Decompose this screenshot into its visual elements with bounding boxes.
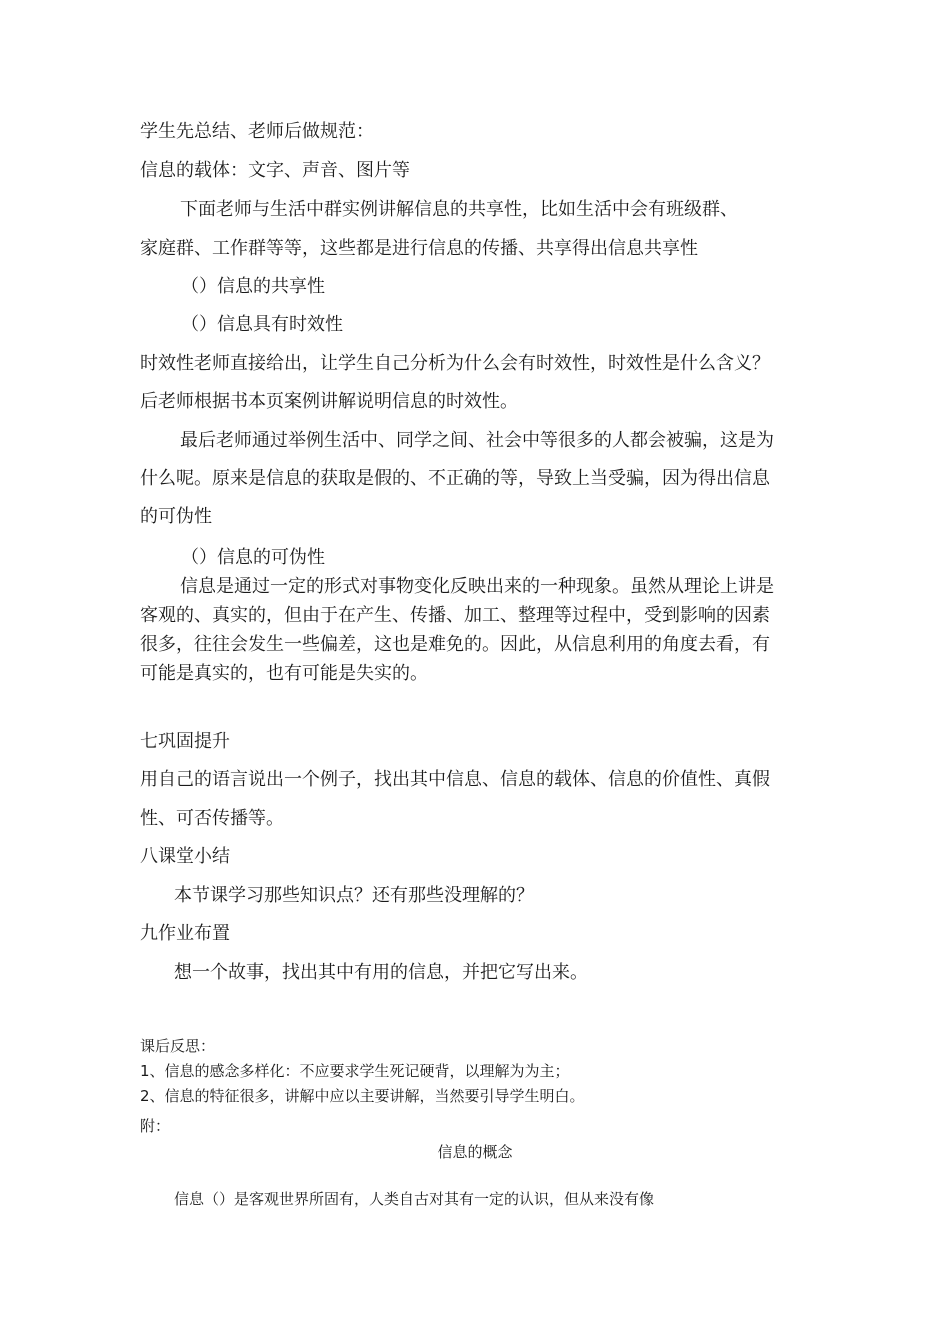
text-line: 什么呢。原来是信息的获取是假的、不正确的等，导致上当受骗，因为得出信息 — [140, 468, 770, 489]
text-line: 信息是通过一定的形式对事物变化反映出来的一种现象。虽然从理论上讲是 — [180, 576, 774, 597]
section-heading: 七巩固提升 — [140, 731, 230, 752]
text-line: 本节课学习那些知识点？还有那些没理解的？ — [174, 885, 534, 906]
text-line: 时效性老师直接给出，让学生自己分析为什么会有时效性，时效性是什么含义？ — [140, 353, 770, 374]
reflection-title: 课后反思： — [140, 1037, 216, 1055]
text-line: 客观的、真实的，但由于在产生、传播、加工、整理等过程中，受到影响的因素 — [140, 605, 770, 626]
reflection-item: 2、信息的特征很多，讲解中应以主要讲解，当然要引导学生明白。 — [140, 1087, 585, 1105]
text-line: 下面老师与生活中群实例讲解信息的共享性，比如生活中会有班级群、 — [180, 199, 738, 220]
text-line: （）信息的共享性 — [181, 276, 325, 297]
section-heading: 九作业布置 — [140, 923, 230, 944]
text-line: 想一个故事，找出其中有用的信息，并把它写出来。 — [174, 962, 588, 983]
text-line: 信息的载体：文字、声音、图片等 — [140, 160, 410, 181]
text-line: 性、可否传播等。 — [140, 808, 284, 829]
appendix-label: 附： — [140, 1117, 171, 1135]
text-line: 信息（）是客观世界所固有，人类自古对其有一定的认识，但从来没有像 — [174, 1190, 655, 1208]
text-line: 很多，往往会发生一些偏差，这也是难免的。因此，从信息利用的角度去看，有 — [140, 634, 770, 655]
text-line: 家庭群、工作群等等，这些都是进行信息的传播、共享得出信息共享性 — [140, 238, 698, 259]
text-line: 后老师根据书本页案例讲解说明信息的时效性。 — [140, 391, 518, 412]
text-line: 用自己的语言说出一个例子，找出其中信息、信息的载体、信息的价值性、真假 — [140, 769, 770, 790]
text-line: （）信息的可伪性 — [181, 547, 325, 568]
text-line: 最后老师通过举例生活中、同学之间、社会中等很多的人都会被骗，这是为 — [180, 430, 774, 451]
text-line: （）信息具有时效性 — [181, 314, 343, 335]
text-line: 的可伪性 — [140, 506, 212, 527]
reflection-item: 1、信息的感念多样化：不应要求学生死记硬背，以理解为为主； — [140, 1062, 570, 1080]
section-heading: 八课堂小结 — [140, 846, 230, 867]
text-line: 可能是真实的，也有可能是失实的。 — [140, 663, 428, 684]
text-line: 学生先总结、老师后做规范： — [140, 121, 374, 142]
appendix-title: 信息的概念 — [437, 1143, 513, 1161]
